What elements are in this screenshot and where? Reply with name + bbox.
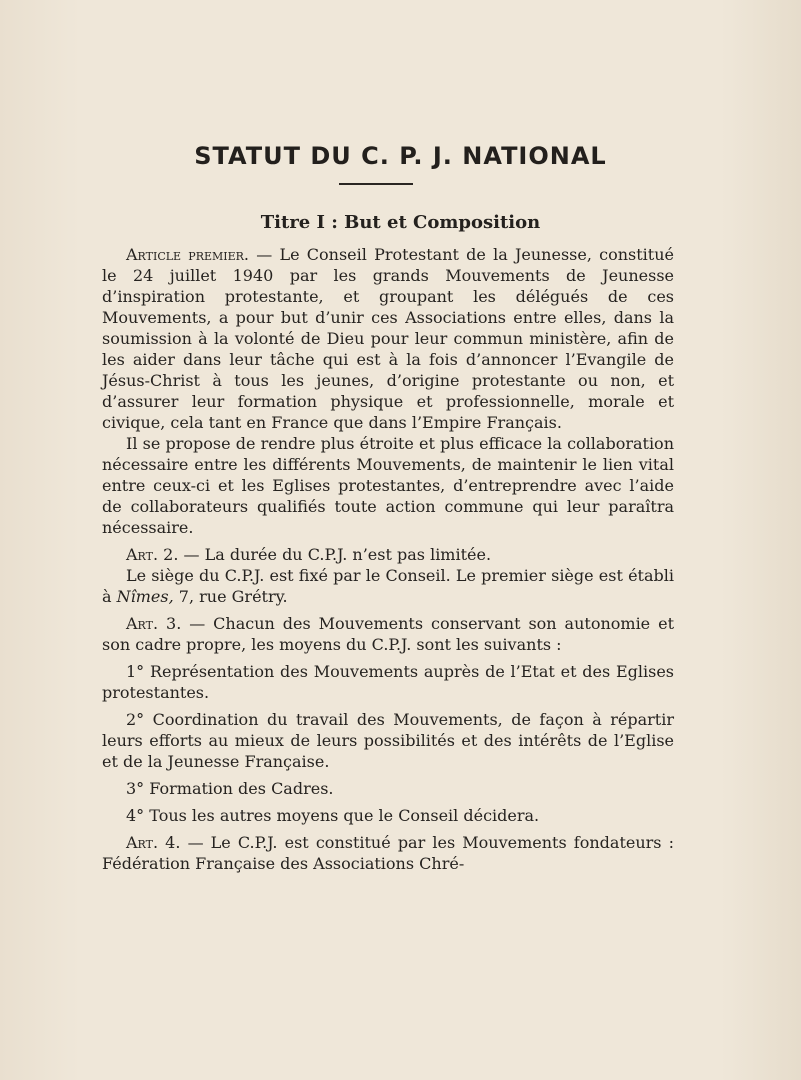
article-2-address: 7, rue Grétry. (173, 587, 288, 606)
article-3-item-4: 4° Tous les autres moyens que le Conseil décidera. (126, 806, 540, 825)
article-2-seat-text: Le siège du C.P.J. est fixé par le Conseil. Le premier siège est établi à (102, 566, 674, 606)
article-1-text: — Le Conseil Protestant de la Jeunesse, constitué le 24 juillet 1940 par les grands Mouvements de Jeunesse d’inspiration protestante, et groupant les délégués de ces Mouvements, a pour but d’unir ces Associations entre elles, dans la soumission à la volonté de Dieu pour leur commun ministère, afin de les aider dans leur tâche qui est à la fois d’annoncer l’Evangile de Jésus-Christ à tous les jeunes, d’origine protestante ou non, et d’assurer leur formation physique et professionnelle, morale et civique, cela tant en France que dans l’Empire Français. (102, 245, 674, 432)
article-4-label: Art. 4. (126, 833, 181, 852)
document-body (102, 244, 674, 874)
title-divider (339, 183, 413, 185)
article-3-text: — Chacun des Mouvements conservant son autonomie et son cadre propre, les moyens du C.P.J. sont les suivants : (102, 614, 674, 654)
article-3-paragraph (102, 613, 674, 655)
document-title: STATUT DU C. P. J. NATIONAL (194, 142, 607, 170)
article-3-item-2: 2° Coordination du travail des Mouvements, de façon à répartir leurs efforts au mieux de leurs possibilités et des intérêts de l’Eglise et de la Jeunesse Française. (102, 710, 674, 771)
section-heading: Titre I : But et Composition (260, 212, 541, 233)
article-2-city: Nîmes, (116, 587, 174, 606)
article-4-text: — Le C.P.J. est constitué par les Mouvements fondateurs : Fédération Française des Associations Chré- (102, 833, 675, 873)
article-1-paragraph (102, 244, 674, 433)
article-3-item-1: 1° Représentation des Mouvements auprès de l’Etat et des Eglises protestantes. (102, 662, 674, 702)
article-2-text: — La durée du C.P.J. n’est pas limitée. (178, 545, 492, 564)
article-2-paragraph (102, 544, 674, 565)
article-3-item-3: 3° Formation des Cadres. (126, 779, 334, 798)
article-3-label: Art. 3. (126, 614, 182, 633)
article-4-paragraph (102, 832, 674, 874)
article-2-paragraph-2 (102, 565, 674, 607)
article-1-paragraph-2: Il se propose de rendre plus étroite et plus efficace la collaboration nécessaire entre les différents Mouvements, de maintenir le lien vital entre ceux-ci et les Eglises protestantes, d’entreprendre avec l’aide de collaborateurs qualifiés toute action commune qui leur paraîtra nécessaire. (102, 434, 674, 537)
article-2-label: Art. 2. (126, 545, 179, 564)
article-1-label: Article premier. (126, 245, 250, 264)
